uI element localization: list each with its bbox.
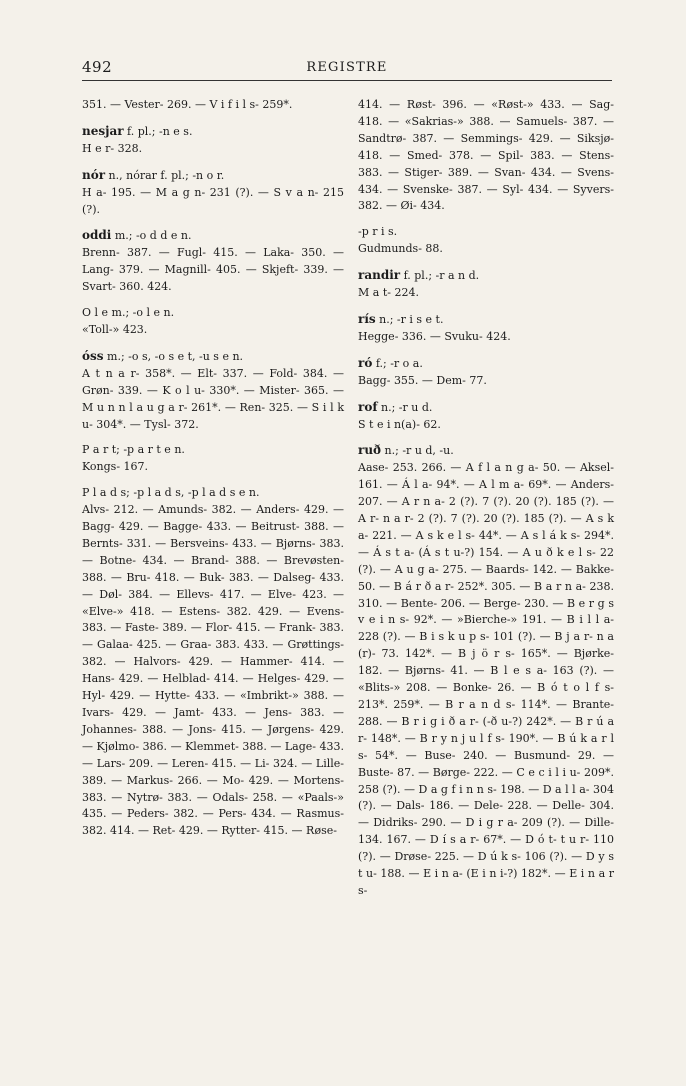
page-number: 492 bbox=[82, 58, 113, 76]
entry-grammar: O l e m.; -o l e n. bbox=[82, 306, 175, 320]
entry-body: M a t- 224. bbox=[358, 286, 419, 300]
entry-body: Hegge- 336. — Svuku- 424. bbox=[358, 329, 511, 343]
index-entry bbox=[82, 442, 344, 476]
index-entry bbox=[82, 305, 344, 339]
entry-headword: randir bbox=[358, 268, 401, 283]
entry-body: Brenn- 387. — Fugl- 415. — Laka- 350. — Lang- 379. — Magnill- 405. — Skjeft- 339. — Svart- 360. 424. bbox=[82, 246, 344, 294]
index-entry bbox=[82, 348, 344, 434]
index-entry bbox=[358, 442, 614, 899]
entry-body: Alvs- 212. — Amunds- 382. — Anders- 429. — Bagg- 429. — Bagge- 433. — Beitrust- 388. — Bernts- 331. — Bersveins- 433. — Bjørns- 383. — Botne- 434. — Brand- 388. — Brevøsten- 388. — Bru- 418. — Buk- 383. — Dalseg- 433. — Døl- 384. — Ellevs- 417. — Elve- 423. — «Elve-» 418. — Estens- 382. 429. — Evens- 383. — Faste- 389. — Flor- 415. — Frank- 383. — Galaa- 425. — Graa- 383. 433. — Grøttings- 382. — Halvors- 429. — Hammer- 414. — Hans- 429. — Helblad- 414. — Helges- 429. — Hyl- 429. — Hytte- 433. — «Imbrikt-» 388. — Ivars- 429. — Jamt- 433. — Jens- 383. — Johannes- 388. — Jons- 415. — Jørgens- 429. — Kjølmo- 386. — Klemmet- 388. — Lage- 433. — Lars- 209. — Leren- 415. — Li- 324. — Lille- 389. — Markus- 266. — Mo- 429. — Mortens- 383. — Nytrø- 383. — Odals- 258. — «Paals-» 435. — Peders- 382. — Pers- 434. — Rasmus- 382. 414. — Ret- 429. — Rytter- 415. — Røse- bbox=[82, 503, 344, 838]
running-title: REGISTRE bbox=[306, 60, 388, 75]
entry-body: Aase- 253. 266. — A f l a n g a- 50. — Aksel- 161. — Á l a- 94*. — A l m a- 69*. — Anders- 207. — A r n a- 2 (?). 7 (?). 20 (?). 185 (?). — A r- n a r- 2 (?). 7 (?). 20 (?). 185 (?). — A s k a- 221. — A s k e l s- 44*. — A s l á k s- 294*. — Á s t a- (Á s t u-?) 154. — A u ð k e l s- 22 (?). — A u g a- 275. — Baards- 142. — Bakke- 50. — B á r ð a r- 252*. 305. — B a r n a- 238. 310. — Bente- 206. — Berge- 230. — B e r g s v e i n s- 92*. — »Bierche-» 191. — B i l l a- 228 (?). — B i s k u p s- 101 (?). — B j a r- n a (r)- 73. 142*. — B j ö r s- 165*. — Bjørke- 182. — Bjørns- 41. — B l e s a- 163 (?). — «Blits-» 208. — Bonke- 26. — B ó t o l f s- 213*. 259*. — B r a n d s- 114*. — Brante- 288. — B r i g i ð a r- (-ð u-?) 242*. — B r ú a r- 148*. — B r y n j u l f s- 190*. — B ú k a r l s- 54*. — Buse- 240. — Busmund- 29. — Buste- 87. — Børge- 222. — C e c i l i u- 209*. 258 (?). — D a g f i n n s- 198. — D a l l a- 304 (?). — Dals- 186. — Dele- 228. — Delle- 304. — Didriks- 290. — D i g r a- 209 (?). — Dille- 134. 167. — D í s a r- 67*. — D ó t- t u r- 110 (?). — Drøse- 225. — D ú k s- 106 (?). — D y s t u- 188. — E i n a- (E i n i-?) 182*. — E i n a r s- bbox=[358, 461, 614, 897]
left-column bbox=[82, 97, 344, 849]
entry-body: A t n a r- 358*. — Elt- 337. — Fold- 384. — Grøn- 339. — K o l u- 330*. — Mister- 365. — M u n n l a u g a r- 261*. — Ren- 325. — S i l k u- 304*. — Tysl- 372. bbox=[82, 366, 344, 431]
entry-body: H a- 195. — M a g n- 231 (?). — S v a n- 215 (?). bbox=[82, 185, 344, 216]
entry-grammar: n.; -r u d, -u. bbox=[381, 444, 454, 458]
entry-grammar: f.; -r o a. bbox=[372, 356, 423, 370]
entry-headword: oddi bbox=[82, 228, 112, 243]
entry-body: Gudmunds- 88. bbox=[358, 242, 443, 256]
index-entry bbox=[358, 355, 614, 390]
entry-headword: ró bbox=[358, 355, 373, 370]
entry-grammar: n., nórar f. pl.; -n o r. bbox=[105, 168, 225, 182]
index-entry bbox=[82, 97, 344, 114]
entry-headword: óss bbox=[82, 348, 104, 363]
page-header bbox=[82, 58, 612, 80]
index-entry bbox=[358, 267, 614, 302]
entry-grammar: m.; -o s, -o s e t, -u s e n. bbox=[103, 349, 244, 363]
entry-grammar: f. pl.; -r a n d. bbox=[400, 269, 480, 283]
entry-grammar: P l a d s; -p l a d s, -p l a d s e n. bbox=[82, 486, 260, 500]
entry-grammar: n.; -r i s e t. bbox=[375, 312, 444, 326]
index-entry bbox=[82, 485, 344, 840]
index-entry bbox=[82, 123, 344, 158]
entry-body: S t e i n(a)- 62. bbox=[358, 417, 441, 431]
entry-body: Bagg- 355. — Dem- 77. bbox=[358, 373, 487, 387]
index-entry bbox=[358, 97, 614, 215]
index-entry bbox=[358, 224, 614, 258]
right-column bbox=[358, 97, 614, 909]
entry-headword: rís bbox=[358, 311, 376, 326]
entry-grammar: f. pl.; -n e s. bbox=[123, 124, 193, 138]
entry-headword: nór bbox=[82, 167, 106, 182]
entry-grammar: n.; -r u d. bbox=[377, 400, 433, 414]
entry-headword: ruð bbox=[358, 443, 382, 458]
entry-headword: nesjar bbox=[82, 123, 124, 138]
entry-body: 351. — Vester- 269. — V i f i l s- 259*. bbox=[82, 98, 293, 111]
entry-headword: rof bbox=[358, 399, 378, 414]
header-rule bbox=[82, 80, 612, 81]
entry-body: Kongs- 167. bbox=[82, 460, 149, 474]
entry-body: H e r- 328. bbox=[82, 141, 143, 155]
entry-body: 414. — Røst- 396. — «Røst-» 433. — Sag- 418. — «Sakrias-» 388. — Samuels- 387. — Sandtrø- 387. — Semmings- 429. — Siksjø- 418. — Smed- 378. — Spil- 383. — Stens- 383. — Stiger- 389. — Svan- 434. — Svens- 434. — Svenske- 387. — Syl- 434. — Syvers- 382. — Øi- 434. bbox=[358, 98, 614, 213]
entry-grammar: -p r i s. bbox=[358, 225, 398, 239]
index-entry bbox=[82, 167, 344, 219]
index-entry bbox=[358, 311, 614, 346]
entry-grammar: P a r t; -p a r t e n. bbox=[82, 443, 185, 457]
index-entry bbox=[82, 227, 344, 296]
entry-grammar: m.; -o d d e n. bbox=[111, 229, 192, 243]
entry-body: «Toll-» 423. bbox=[82, 322, 148, 336]
index-entry bbox=[358, 399, 614, 434]
